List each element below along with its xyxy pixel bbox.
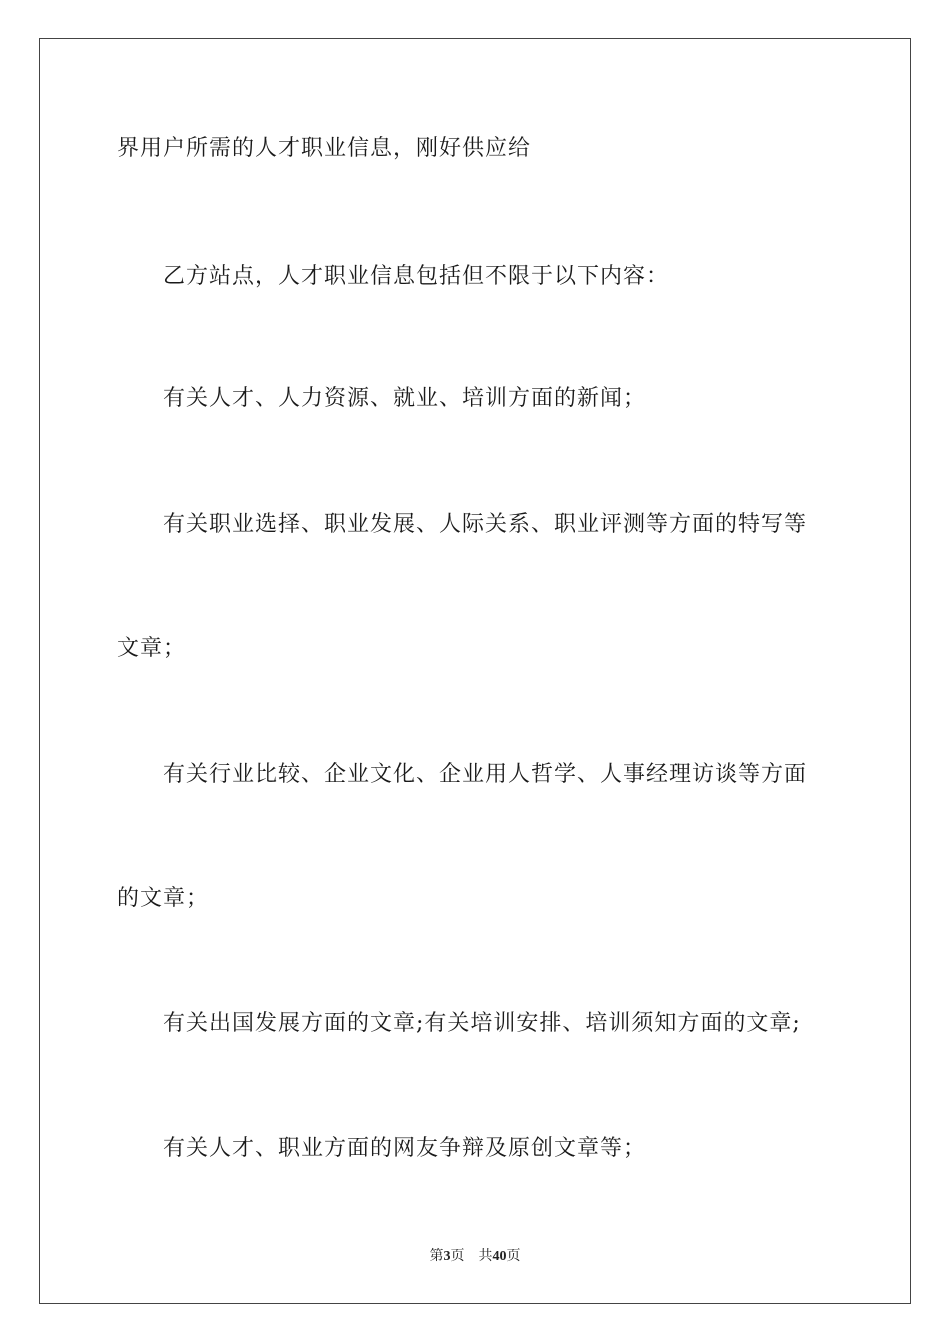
text-line-5: 文章； (117, 636, 187, 661)
text-line-2: 乙方站点，人才职业信息包括但不限于以下内容： (163, 264, 670, 289)
text-line-3: 有关人才、人力资源、就业、培训方面的新闻； (163, 386, 647, 411)
footer-page-suffix: 页 (450, 1249, 465, 1264)
text-line-8: 有关出国发展方面的文章;有关培训安排、培训须知方面的文章; (163, 1011, 801, 1036)
page-footer (0, 1247, 950, 1267)
footer-total-pages: 40 (492, 1249, 507, 1264)
text-line-6: 有关行业比较、企业文化、企业用人哲学、人事经理访谈等方面 (163, 762, 808, 787)
footer-page-number: 3 (443, 1249, 451, 1264)
text-line-9: 有关人才、职业方面的网友争辩及原创文章等； (163, 1136, 647, 1161)
text-line-7: 的文章； (117, 886, 210, 911)
page-frame (39, 38, 911, 1304)
footer-page-prefix: 第 (429, 1249, 444, 1264)
text-line-4: 有关职业选择、职业发展、人际关系、职业评测等方面的特写等 (163, 512, 808, 537)
text-line-1: 界用户所需的人才职业信息，刚好供应给 (117, 136, 532, 161)
footer-total-prefix: 共 (478, 1249, 493, 1264)
footer-total-suffix: 页 (506, 1249, 521, 1264)
